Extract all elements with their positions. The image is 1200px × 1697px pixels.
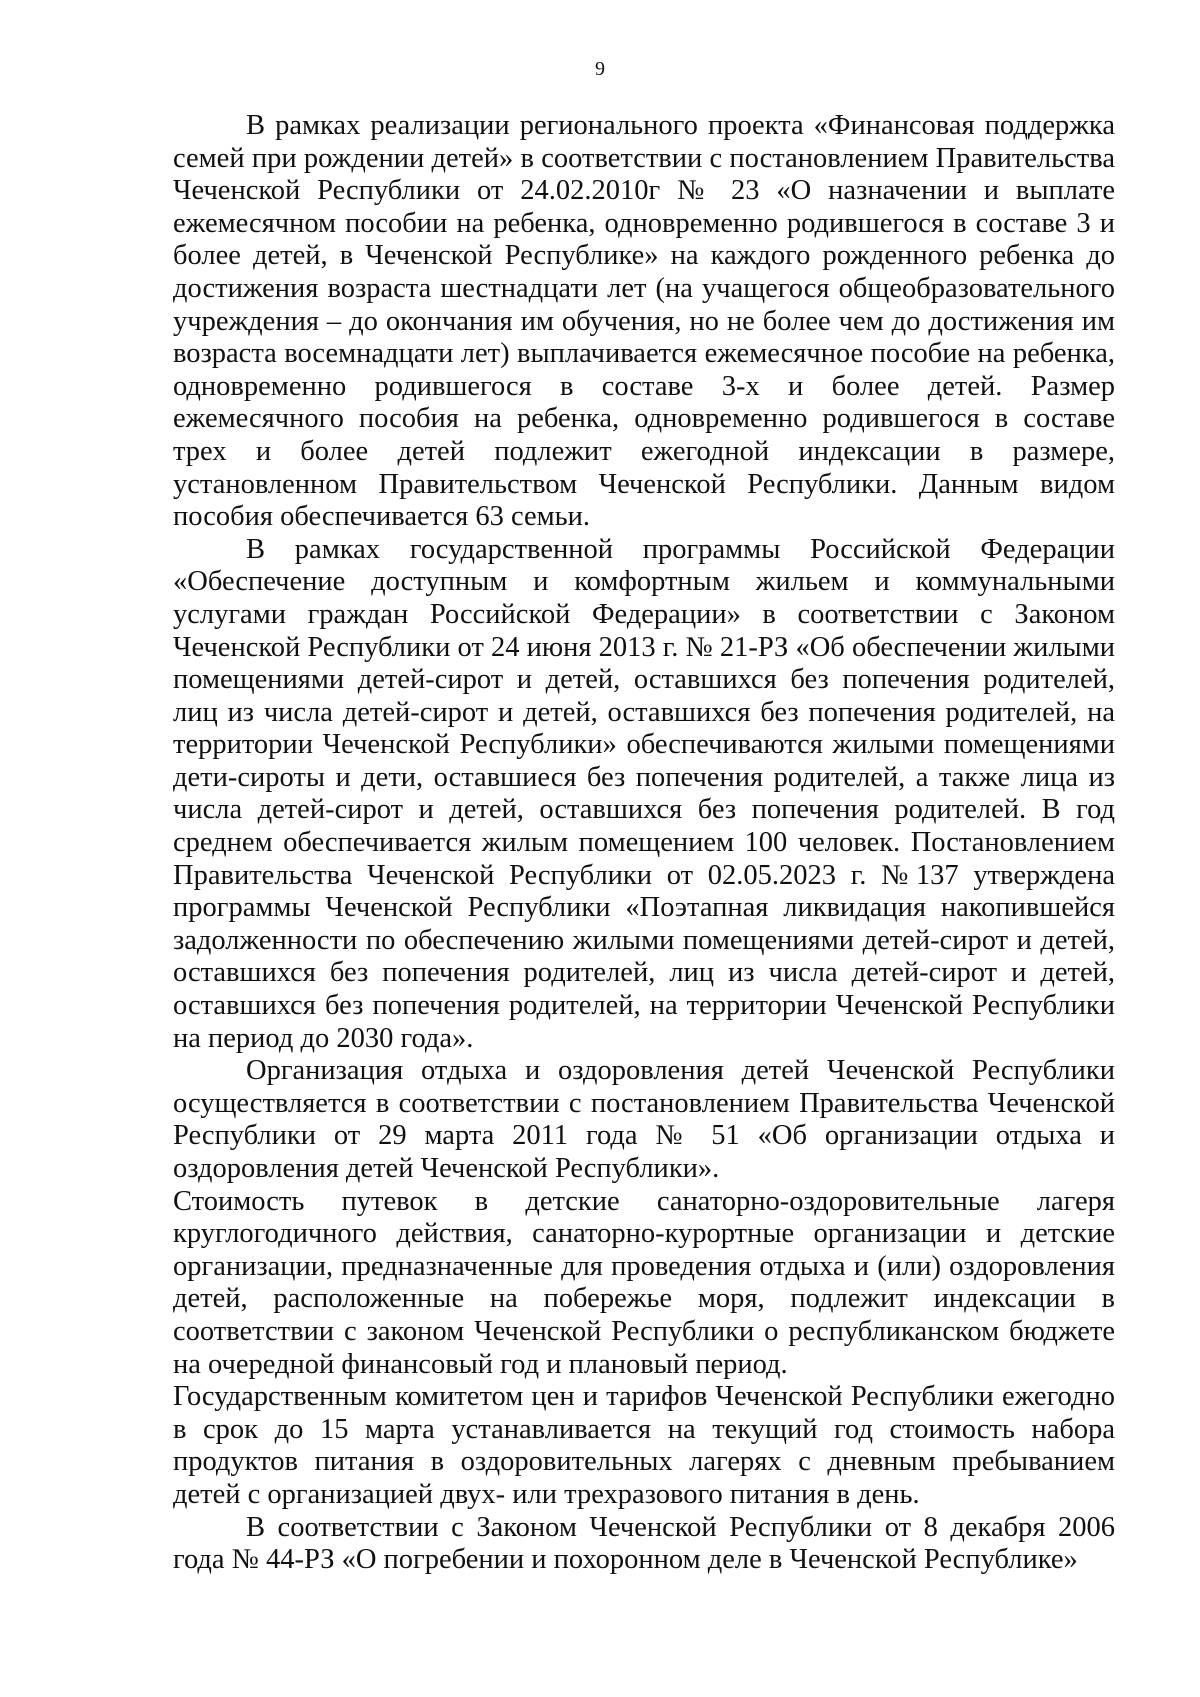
paragraph-children-recreation: Организация отдыха и оздоровления детей Чеченской Республики осуществляется в соответствии с постановлением Правительства Чеченской Республики от 29 марта 2011 года № 51 «Об организации отдыха и оздоровления детей Чеченской Республики». bbox=[173, 1055, 1115, 1184]
paragraph-housing-program: В рамках государственной программы Российской Федерации «Обеспечение доступным и комфортным жильем и коммунальными услугами граждан Российской Федерации» в соответствии с Законом Чеченской Республики от 24 июня 2013 г. № 21-РЗ «Об обеспечении жилыми помещениями детей-сирот и детей, оставшихся без попечения родителей, лиц из числа детей-сирот и детей, оставшихся без попечения родителей, на территории Чеченской Республики» обеспечиваются жилыми помещениями дети-сироты и дети, оставшиеся без попечения родителей, а также лица из числа детей-сирот и детей, оставшихся без попечения родителей. В год среднем обеспечивается жилым помещением 100 человек. Постановлением Правительства Чеченской Республики от 02.05.2023 г. №137 утверждена программы Чеченской Республики «Поэтапная ликвидация накопившейся задолженности по обеспечению жилыми помещениями детей-сирот и детей, оставшихся без попечения родителей, лиц из числа детей-сирот и детей, оставшихся без попечения родителей, на территории Чеченской Республики на период до 2030 года». bbox=[173, 533, 1115, 1054]
paragraph-food-cost: Государственным комитетом цен и тарифов Чеченской Республики ежегодно в срок до 15 марта устанавливается на текущий год стоимость набора продуктов питания в оздоровительных лагерях с дневным пребыванием детей с организацией двух- или трехразового питания в день. bbox=[173, 1381, 1115, 1510]
paragraph-regional-project: В рамках реализации регионального проекта «Финансовая поддержка семей при рождении детей» в соответствии с постановлением Правительства Чеченской Республики от 24.02.2010г № 23 «О назначении и выплате ежемесячном пособии на ребенка, одновременно родившегося в составе 3 и более детей, в Чеченской Республике» на каждого рожденного ребенка до достижения возраста шестнадцати лет (на учащегося общеобразовательного учреждения – до окончания им обучения, но не более чем до достижения им возраста восемнадцати лет) выплачивается ежемесячное пособие на ребенка, одновременно родившегося в составе 3-х и более детей. Размер ежемесячного пособия на ребенка, одновременно родившегося в составе трех и более детей подлежит ежегодной индексации в размере, установленном Правительством Чеченской Республики. Данным видом пособия обеспечивается 63 семьи. bbox=[173, 110, 1115, 533]
page-number: 9 bbox=[595, 58, 605, 80]
document-body bbox=[173, 110, 1115, 1577]
paragraph-voucher-cost: Стоимость путевок в детские санаторно-оздоровительные лагеря круглогодичного действия, санаторно-курортные организации и детские организации, предназначенные для проведения отдыха и (или) оздоровления детей, расположенные на побережье моря, подлежит индексации в соответствии с законом Чеченской Республики о республиканском бюджете на очередной финансовый год и плановый период. bbox=[173, 1185, 1115, 1380]
paragraph-burial-law: В соответствии с Законом Чеченской Республики от 8 декабря 2006 года № 44-РЗ «О погребении и похоронном деле в Чеченской Республике» bbox=[173, 1511, 1115, 1576]
